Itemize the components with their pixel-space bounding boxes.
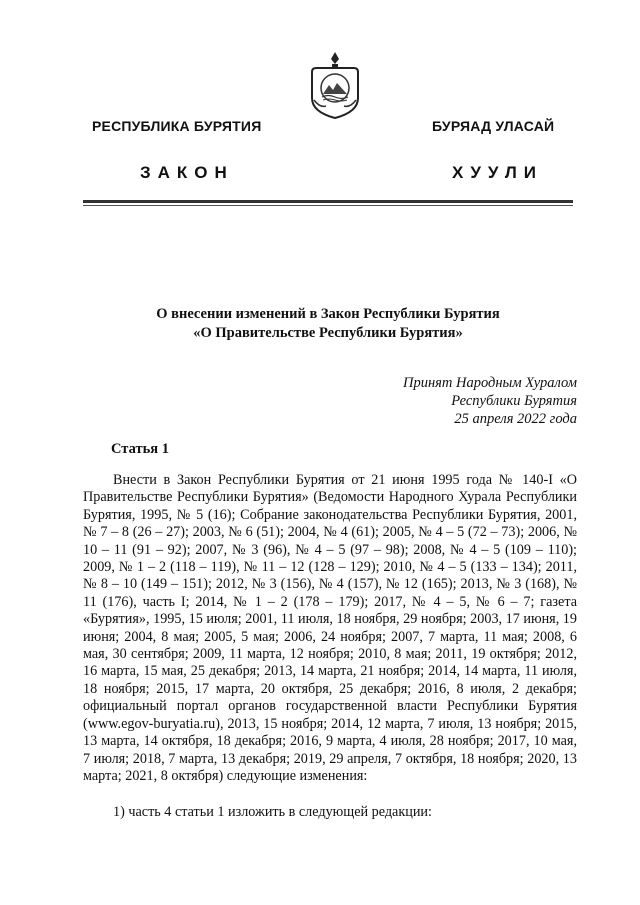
adoption-line-1: Принят Народным Хуралом (402, 375, 577, 391)
title-line-1: О внесении изменений в Закон Республики Бурятия (156, 306, 500, 322)
header-divider-thin (83, 205, 573, 206)
article-paragraph: Внести в Закон Республики Бурятия от 21 июня 1995 года № 140-I «О Правительстве Республики Бурятия» (Ведомости Народного Хурала Республики Бурятия, 1995, № 5 (16); Собрание законодательства Республики Бурятия, 2001, № 7 – 8 (26 – 27); 2003, № 6 (51); 2004, № 4 (61); 2005, № 4 – 5 (72 – 73); 2006, № 10 – 11 (91 – 92); 2007, № 3 (96), № 4 – 5 (97 – 98); 2008, № 4 – 5 (109 – 110); 2009, № 1 – 2 (118 – 119), № 11 – 12 (128 – 129); 2010, № 4 – 5 (133 – 134); 2011, № 8 – 10 (149 – 151); 2012, № 3 (156), № 4 (157), № 12 (165); 2013, № 3 (168), № 11 (176), часть I; 2014, № 1 – 2 (178 – 179); 2017, № 4 – 5, № 6 – 7; газета «Бурятия», 1995, 15 июля; 2001, 11 июля, 18 ноября, 29 ноября; 2003, 17 июня, 19 июня; 2004, 8 мая; 2005, 5 мая; 2006, 24 ноября; 2007, 7 марта, 11 мая; 2008, 6 мая, 30 сентября; 2009, 11 марта, 12 ноября; 2010, 8 мая; 2011, 19 октября; 2012, 16 марта, 15 мая, 25 декабря; 2013, 14 марта, 21 ноября; 2014, 14 марта, 11 июля, 18 ноября; 2015, 17 марта, 20 октября, 25 декабря; 2016, 8 июля, 2 декабря; официальный портал органов государственной власти Республики Бурятия (www.egov-buryatia.ru), 2013, 15 ноября; 2014, 12 марта, 7 июля, 13 ноября; 2015, 13 марта, 14 октября, 18 декабря; 2016, 9 марта, 4 июля, 28 ноября; 2017, 10 мая, 7 июля; 2018, 7 марта, 13 декабря; 2019, 29 апреля, 7 октября, 18 ноября; 2020, 13 марта; 2021, 8 октября) следующие изменения: (83, 472, 577, 784)
law-label-bua: ХУУЛИ (452, 163, 543, 182)
header-republic-bua: БУРЯАД УЛАСАЙ (432, 118, 555, 134)
adoption-date: 25 апреля 2022 года (454, 411, 577, 427)
document-title (83, 305, 573, 343)
header-divider-thick (83, 200, 573, 203)
title-line-2: «О Правительстве Республики Бурятия» (193, 325, 463, 341)
article-heading: Статья 1 (111, 441, 169, 457)
adoption-note (300, 374, 577, 428)
article-item-1: 1) часть 4 статьи 1 изложить в следующей редакции: (113, 804, 432, 820)
coat-of-arms-icon (306, 50, 364, 120)
adoption-line-2: Республики Бурятия (451, 393, 577, 409)
law-label-ru: ЗАКОН (140, 163, 234, 182)
header-republic-ru: РЕСПУБЛИКА БУРЯТИЯ (92, 118, 262, 134)
